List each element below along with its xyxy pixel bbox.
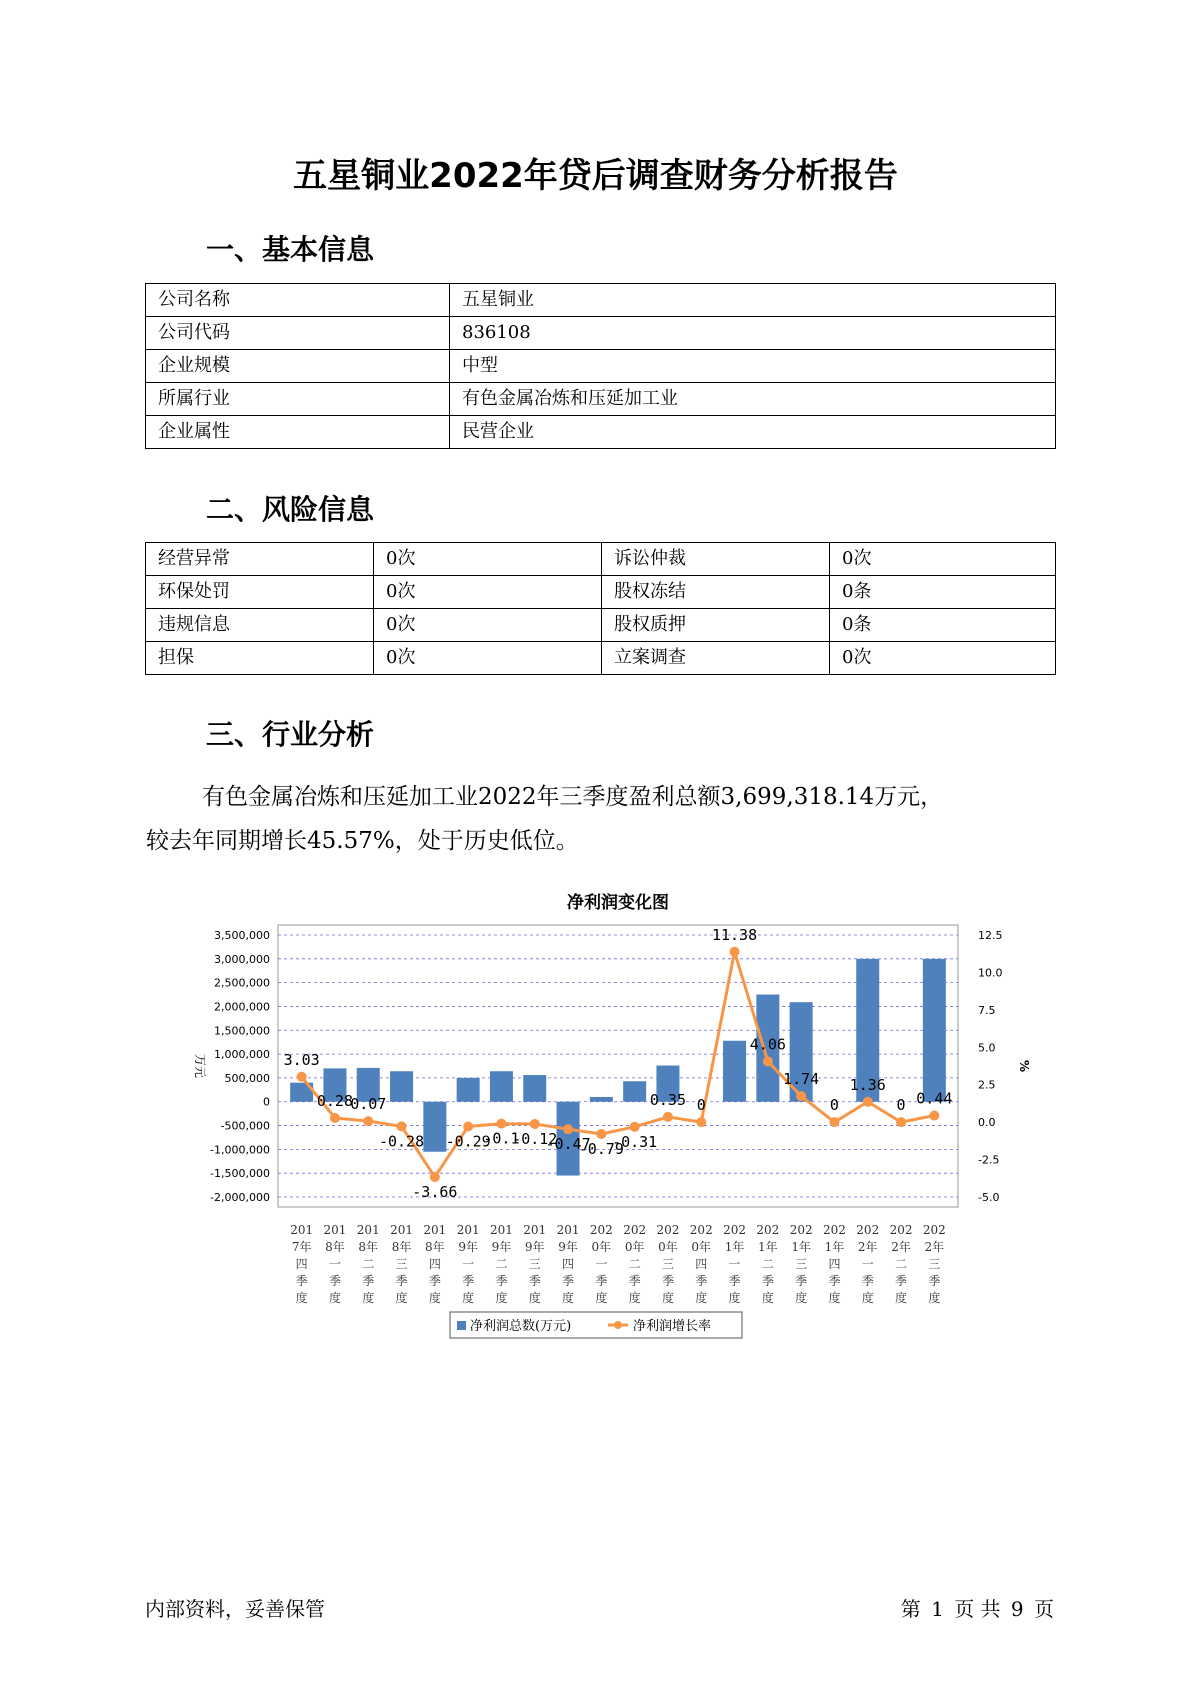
bar-mark <box>623 1081 646 1101</box>
risk-info-row <box>146 642 1056 675</box>
growth-rate-data-label: 11.38 <box>711 925 758 944</box>
x-tick-label: 0年 <box>658 1240 678 1254</box>
x-tick-label: 度 <box>362 1291 375 1305</box>
growth-rate-point <box>730 947 740 957</box>
growth-rate-point <box>696 1117 706 1127</box>
x-tick-label: 202 <box>922 1223 946 1237</box>
x-tick-label: 9年 <box>558 1240 578 1254</box>
x-tick-label: 四 <box>828 1257 841 1271</box>
chart-svg <box>180 880 1031 1360</box>
y-tick-label: -2,000,000 <box>210 1191 270 1204</box>
basic-info-row <box>146 416 1056 449</box>
growth-rate-point <box>363 1116 373 1126</box>
basic-info-label: 企业属性 <box>146 416 450 449</box>
x-tick-label: 1年 <box>724 1240 745 1254</box>
x-tick-label: 1年 <box>758 1240 778 1254</box>
growth-rate-data-label: -0.29 <box>445 1132 491 1151</box>
growth-rate-point <box>496 1119 506 1129</box>
x-tick-label: 度 <box>562 1291 575 1305</box>
growth-rate-point <box>663 1112 673 1122</box>
x-tick-label: 1年 <box>824 1240 845 1254</box>
growth-rate-point <box>630 1122 640 1132</box>
bar-mark <box>390 1071 413 1101</box>
x-tick-label: 度 <box>695 1291 708 1305</box>
x-tick-label: 一 <box>861 1257 874 1271</box>
growth-rate-data-label: -0.47 <box>545 1135 591 1154</box>
basic-info-row <box>146 317 1056 350</box>
basic-info-label: 公司名称 <box>146 284 450 317</box>
section-heading-basic: 一、基本信息 <box>206 233 375 266</box>
footer-confidential: 内部资料，妥善保管 <box>145 1597 325 1621</box>
x-tick-label: 度 <box>661 1291 674 1305</box>
risk-info-label: 担保 <box>146 642 374 675</box>
x-tick-label: 度 <box>728 1291 741 1305</box>
x-tick-label: 2年 <box>857 1240 878 1254</box>
x-tick-label: 三 <box>795 1257 808 1271</box>
x-tick-label: 四 <box>428 1257 441 1271</box>
x-tick-label: 度 <box>828 1291 841 1305</box>
growth-rate-data-label: -0.28 <box>378 1132 425 1151</box>
page-current: 1 <box>931 1597 944 1621</box>
growth-rate-point <box>796 1091 806 1101</box>
x-tick-label: 201 <box>523 1223 547 1237</box>
footer-page-number <box>899 1593 1056 1622</box>
risk-info-label: 环保处罚 <box>146 576 374 609</box>
x-tick-label: 202 <box>789 1223 813 1237</box>
x-tick-label: 季 <box>528 1274 541 1288</box>
page-total: 9 <box>1010 1597 1024 1621</box>
x-tick-label: 201 <box>290 1223 314 1237</box>
legend-bar-label: 净利润总数(万元) <box>470 1319 572 1334</box>
legend-bar-swatch <box>457 1321 466 1330</box>
growth-rate-point <box>530 1119 540 1129</box>
risk-info-value: 0次 <box>374 576 602 609</box>
risk-info-label: 诉讼仲裁 <box>602 543 830 576</box>
x-tick-label: 2年 <box>924 1240 945 1254</box>
growth-rate-point <box>929 1111 939 1121</box>
industry-text-line1: 有色金属冶炼和压延加工业2022年三季度盈利总额3,699,318.14万元， <box>202 784 944 810</box>
bar-mark <box>490 1071 513 1101</box>
x-tick-label: 度 <box>462 1291 475 1305</box>
risk-info-value: 0次 <box>374 609 602 642</box>
x-tick-label: 8年 <box>325 1240 345 1254</box>
report-title: 五星铜业2022年贷后调查财务分析报告 <box>293 156 898 196</box>
x-tick-label: 二 <box>495 1257 508 1271</box>
x-tick-label: 度 <box>295 1291 308 1305</box>
x-tick-label: 季 <box>428 1274 441 1288</box>
x-tick-label: 202 <box>656 1223 680 1237</box>
basic-info-label: 所属行业 <box>146 383 450 416</box>
x-tick-label: 三 <box>928 1257 941 1271</box>
chart-title: 净利润变化图 <box>567 893 669 913</box>
x-tick-label: 0年 <box>691 1240 712 1254</box>
growth-rate-point <box>463 1121 473 1131</box>
x-tick-label: 季 <box>562 1274 575 1288</box>
x-tick-label: 季 <box>462 1274 475 1288</box>
x-tick-label: 季 <box>628 1274 641 1288</box>
x-tick-label: 季 <box>362 1274 375 1288</box>
risk-info-label: 违规信息 <box>146 609 374 642</box>
x-tick-label: 度 <box>428 1291 441 1305</box>
x-tick-label: 季 <box>595 1274 608 1288</box>
y-tick-label: -500,000 <box>220 1119 270 1133</box>
x-tick-label: 季 <box>495 1274 508 1288</box>
growth-rate-point <box>563 1124 573 1134</box>
growth-rate-point <box>330 1113 340 1123</box>
x-tick-label: 二 <box>362 1257 375 1271</box>
x-tick-label: 202 <box>723 1223 747 1237</box>
y2-tick-label: 5.0 <box>978 1041 996 1055</box>
bar-mark <box>590 1097 613 1102</box>
growth-rate-point <box>863 1097 873 1107</box>
x-tick-label: 一 <box>328 1257 341 1271</box>
y-tick-label: 1,000,000 <box>214 1048 270 1062</box>
risk-info-value: 0次 <box>374 642 602 675</box>
y-tick-label: 2,000,000 <box>214 1000 270 1014</box>
section-heading-industry: 三、行业分析 <box>206 718 375 751</box>
x-tick-label: 度 <box>628 1291 641 1305</box>
growth-rate-data-label: -0.79 <box>578 1139 624 1158</box>
bar-mark <box>423 1102 446 1152</box>
y-tick-label: 3,000,000 <box>214 952 270 966</box>
x-tick-label: 一 <box>462 1257 475 1271</box>
basic-info-value: 有色金属冶炼和压延加工业 <box>450 383 1056 416</box>
x-tick-label: 202 <box>889 1223 913 1237</box>
growth-rate-data-label: 0 <box>896 1096 906 1115</box>
x-tick-label: 0年 <box>591 1240 612 1254</box>
y2-tick-label: 0.0 <box>978 1116 996 1130</box>
risk-info-value: 0条 <box>830 609 1056 642</box>
page-prefix: 第 <box>900 1597 921 1621</box>
x-tick-label: 201 <box>456 1223 480 1237</box>
x-tick-label: 202 <box>589 1223 613 1237</box>
x-tick-label: 201 <box>390 1223 414 1237</box>
x-tick-label: 季 <box>295 1274 308 1288</box>
growth-rate-data-label: -3.66 <box>412 1182 458 1201</box>
x-tick-label: 季 <box>761 1274 774 1288</box>
x-tick-label: 8年 <box>425 1240 445 1254</box>
x-tick-label: 1年 <box>791 1240 811 1254</box>
x-tick-label: 201 <box>323 1223 347 1237</box>
risk-info-value: 0次 <box>374 543 602 576</box>
x-tick-label: 度 <box>528 1291 541 1305</box>
growth-rate-data-label: 0.07 <box>350 1095 387 1114</box>
growth-rate-data-label: 1.74 <box>783 1070 820 1089</box>
growth-rate-data-label: 1.36 <box>849 1075 886 1094</box>
risk-info-row <box>146 543 1056 576</box>
x-tick-label: 201 <box>556 1223 580 1237</box>
x-tick-label: 二 <box>628 1257 641 1271</box>
basic-info-label: 企业规模 <box>146 350 450 383</box>
section-heading-risk: 二、风险信息 <box>206 493 375 526</box>
x-tick-label: 度 <box>861 1291 874 1305</box>
y2-tick-label: -2.5 <box>978 1153 1000 1167</box>
x-tick-label: 0年 <box>624 1240 645 1254</box>
risk-info-row <box>146 609 1056 642</box>
x-tick-label: 8年 <box>391 1240 412 1254</box>
net-profit-chart <box>180 880 1031 1360</box>
page-mid: 页 共 <box>954 1597 1001 1621</box>
legend-line-label: 净利润增长率 <box>633 1319 712 1334</box>
basic-info-value: 民营企业 <box>450 416 1056 449</box>
x-tick-label: 一 <box>728 1257 741 1271</box>
x-tick-label: 季 <box>861 1274 874 1288</box>
growth-rate-point <box>829 1117 839 1127</box>
x-tick-label: 度 <box>495 1291 508 1305</box>
x-tick-label: 201 <box>356 1223 380 1237</box>
y-tick-label: -1,500,000 <box>210 1167 270 1181</box>
y-tick-label: 0 <box>263 1095 270 1109</box>
risk-info-table <box>145 542 1056 675</box>
y2-tick-label: 12.5 <box>978 929 1003 942</box>
x-tick-label: 三 <box>528 1257 541 1271</box>
basic-info-row <box>146 383 1056 416</box>
growth-rate-point <box>430 1172 440 1182</box>
y-tick-label: -1,000,000 <box>210 1143 270 1157</box>
x-tick-label: 季 <box>728 1274 741 1288</box>
bar-mark <box>523 1075 546 1102</box>
risk-info-value: 0条 <box>830 576 1056 609</box>
x-tick-label: 度 <box>928 1291 941 1305</box>
x-tick-label: 度 <box>895 1291 908 1305</box>
x-tick-label: 202 <box>689 1223 713 1237</box>
y-tick-label: 3,500,000 <box>214 929 270 942</box>
industry-paragraph <box>146 775 1061 863</box>
growth-rate-point <box>397 1121 407 1131</box>
x-tick-label: 202 <box>623 1223 647 1237</box>
x-tick-label: 二 <box>895 1257 908 1271</box>
y-axis-label: 万元 <box>193 1053 207 1079</box>
bar-mark <box>723 1041 746 1102</box>
basic-info-row <box>146 284 1056 317</box>
risk-info-label: 股权冻结 <box>602 576 830 609</box>
growth-rate-data-label: 0 <box>829 1096 839 1115</box>
growth-rate-point <box>297 1072 307 1082</box>
x-tick-label: 201 <box>489 1223 513 1237</box>
risk-info-label: 经营异常 <box>146 543 374 576</box>
growth-rate-data-label: 0 <box>696 1096 706 1115</box>
x-tick-label: 度 <box>395 1291 408 1305</box>
growth-rate-data-label: -0.12 <box>512 1129 558 1148</box>
plot-area <box>278 925 958 1207</box>
x-tick-label: 季 <box>395 1274 408 1288</box>
x-tick-label: 一 <box>595 1257 608 1271</box>
risk-info-value: 0次 <box>830 543 1056 576</box>
y-tick-label: 500,000 <box>224 1071 270 1085</box>
basic-info-value: 五星铜业 <box>450 284 1056 317</box>
basic-info-table <box>145 283 1056 449</box>
y2-tick-label: -5.0 <box>978 1191 1000 1204</box>
y2-tick-label: 7.5 <box>978 1003 996 1017</box>
x-tick-label: 度 <box>328 1291 341 1305</box>
x-tick-label: 9年 <box>524 1240 545 1254</box>
x-tick-label: 202 <box>822 1223 846 1237</box>
y-tick-label: 1,500,000 <box>214 1024 270 1038</box>
x-tick-label: 三 <box>395 1257 408 1271</box>
x-tick-label: 2年 <box>891 1240 911 1254</box>
x-tick-label: 季 <box>828 1274 841 1288</box>
bar-mark <box>923 959 946 1102</box>
growth-rate-data-label: 4.06 <box>749 1035 786 1054</box>
growth-rate-point <box>896 1117 906 1127</box>
x-tick-label: 四 <box>562 1257 575 1271</box>
bar-mark <box>457 1078 480 1102</box>
industry-text-line2: 较去年同期增长45.57%，处于历史低位。 <box>146 828 579 854</box>
x-tick-label: 202 <box>756 1223 780 1237</box>
x-tick-label: 202 <box>856 1223 880 1237</box>
risk-info-value: 0次 <box>830 642 1056 675</box>
x-tick-label: 201 <box>423 1223 447 1237</box>
legend-line-marker <box>614 1321 622 1329</box>
growth-rate-point <box>596 1129 606 1139</box>
x-tick-label: 7年 <box>291 1240 312 1254</box>
growth-rate-data-label: 0.28 <box>316 1091 354 1110</box>
x-tick-label: 二 <box>761 1257 774 1271</box>
y2-axis-label: % <box>1017 1059 1031 1073</box>
x-tick-label: 季 <box>928 1274 941 1288</box>
x-tick-label: 季 <box>795 1274 808 1288</box>
risk-info-label: 股权质押 <box>602 609 830 642</box>
basic-info-value: 836108 <box>450 317 1056 350</box>
growth-rate-data-label: 0.44 <box>916 1089 953 1108</box>
growth-rate-point <box>763 1056 773 1066</box>
growth-rate-data-label: -0.1 <box>483 1129 520 1148</box>
x-tick-label: 度 <box>795 1291 808 1305</box>
x-tick-label: 四 <box>295 1257 308 1271</box>
basic-info-label: 公司代码 <box>146 317 450 350</box>
growth-rate-data-label: 3.03 <box>283 1050 320 1069</box>
risk-info-row <box>146 576 1056 609</box>
page-suffix: 页 <box>1034 1597 1054 1621</box>
x-tick-label: 四 <box>695 1257 708 1271</box>
growth-rate-data-label: -0.31 <box>612 1132 658 1151</box>
x-tick-label: 度 <box>595 1291 608 1305</box>
x-tick-label: 季 <box>695 1274 708 1288</box>
x-tick-label: 9年 <box>458 1240 478 1254</box>
x-tick-label: 8年 <box>358 1240 379 1254</box>
x-tick-label: 三 <box>661 1257 674 1271</box>
y-tick-label: 2,500,000 <box>214 976 270 990</box>
y2-tick-label: 2.5 <box>978 1078 996 1092</box>
x-tick-label: 季 <box>895 1274 908 1288</box>
y2-tick-label: 10.0 <box>978 966 1003 980</box>
basic-info-value: 中型 <box>450 350 1056 383</box>
x-tick-label: 季 <box>328 1274 341 1288</box>
x-tick-label: 度 <box>761 1291 774 1305</box>
basic-info-row <box>146 350 1056 383</box>
x-tick-label: 9年 <box>491 1240 512 1254</box>
growth-rate-data-label: 0.35 <box>649 1090 687 1109</box>
x-tick-label: 季 <box>661 1274 674 1288</box>
risk-info-label: 立案调查 <box>602 642 830 675</box>
